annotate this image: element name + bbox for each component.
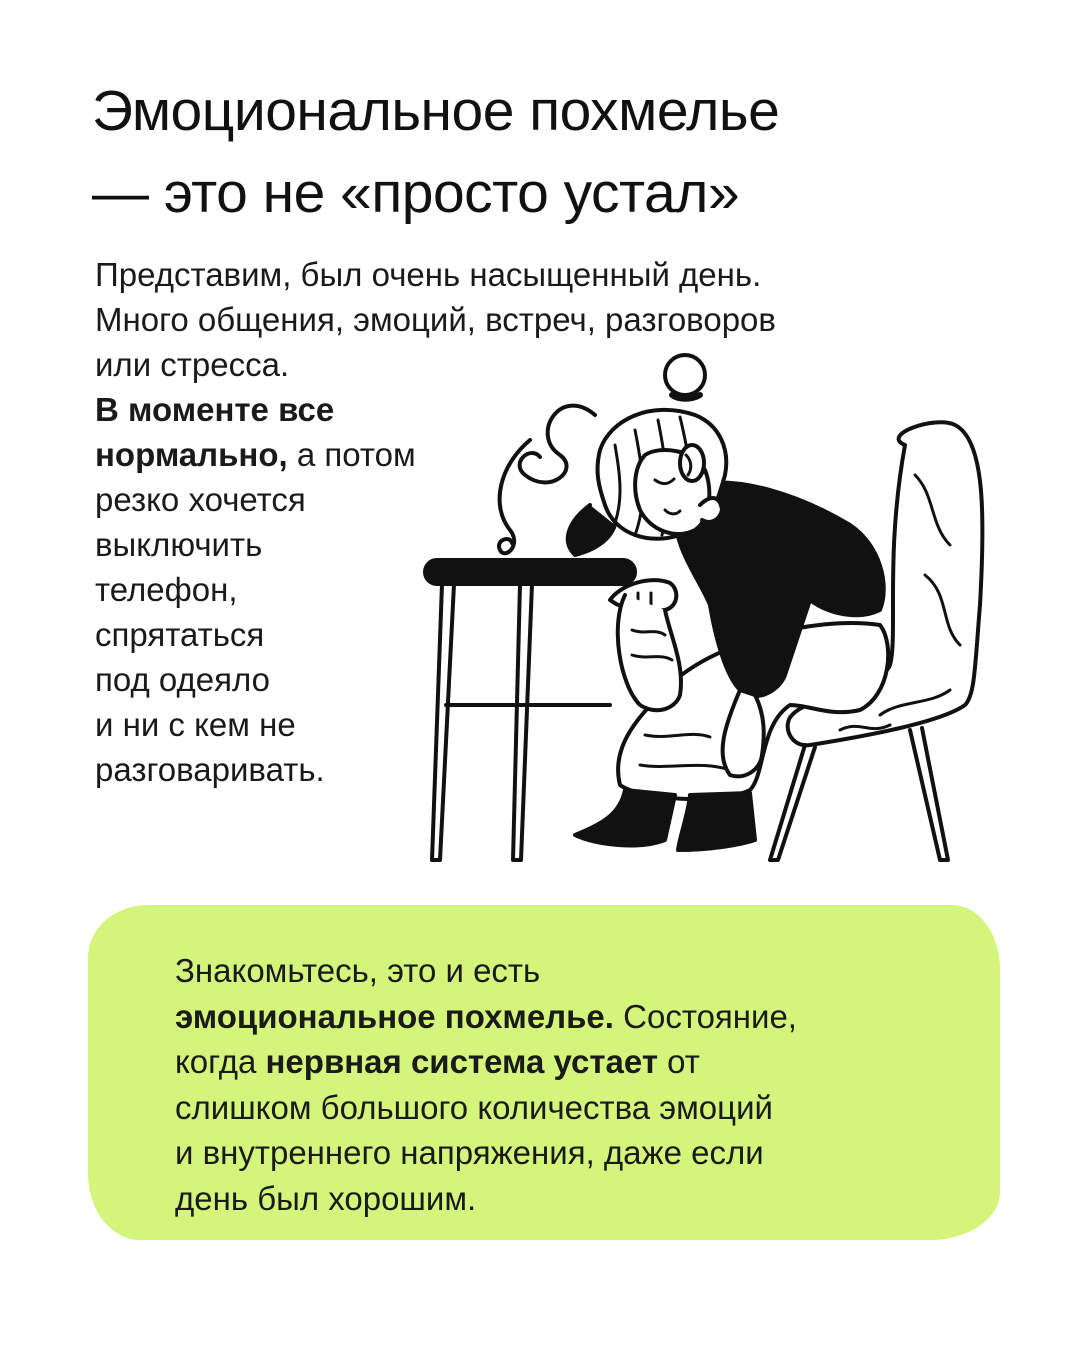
callout-line-4: слишком большого количества эмоций	[175, 1088, 773, 1126]
callout-text	[175, 948, 975, 1221]
swirl-icon	[520, 406, 595, 483]
side-line-9: разговаривать.	[95, 751, 325, 788]
callout-bold-3: нервная система устает	[265, 1043, 658, 1080]
side-line-6: спрятаться	[95, 616, 265, 653]
intro-line-3: или стресса.	[95, 346, 290, 383]
callout-bold-2: эмоциональное похмелье.	[175, 997, 614, 1035]
callout-line-1: Знакомьтесь, это и есть	[175, 952, 541, 989]
side-line-8: и ни с кем не	[95, 706, 296, 743]
left-boot	[575, 790, 675, 845]
callout-line-3	[175, 1039, 975, 1085]
intro-line-1: Представим, был очень насыщенный день.	[95, 256, 762, 293]
hair-bun	[665, 355, 705, 395]
side-bold-1: В моменте все	[95, 391, 335, 428]
table-top	[425, 560, 635, 584]
title-line-1: Эмоциональное похмелье	[92, 79, 780, 143]
tired-person-at-table-illustration	[410, 345, 1010, 875]
callout-rest-2: Состояние,	[613, 997, 797, 1035]
callout-line-5: и внутреннего напряжения, даже если	[175, 1134, 764, 1171]
side-line-3: резко хочется	[95, 481, 306, 518]
callout-rest-3: от	[658, 1043, 700, 1080]
callout-line-2	[175, 994, 975, 1040]
right-boot	[678, 793, 755, 850]
side-line-7: под одеяло	[95, 661, 271, 698]
callout-line-6: день был хорошим.	[175, 1179, 477, 1217]
intro-line-2: Много общения, эмоций, встреч, разговоров	[95, 301, 776, 338]
side-line-5: телефон,	[95, 571, 238, 608]
page-title	[92, 70, 1012, 234]
side-rest-2: а потом	[287, 436, 416, 473]
callout-pre-3: когда	[175, 1043, 266, 1080]
title-line-2: — это не «просто устал»	[92, 161, 740, 225]
side-line-4: выключить	[95, 526, 263, 563]
side-bold-2: нормально,	[95, 436, 288, 473]
